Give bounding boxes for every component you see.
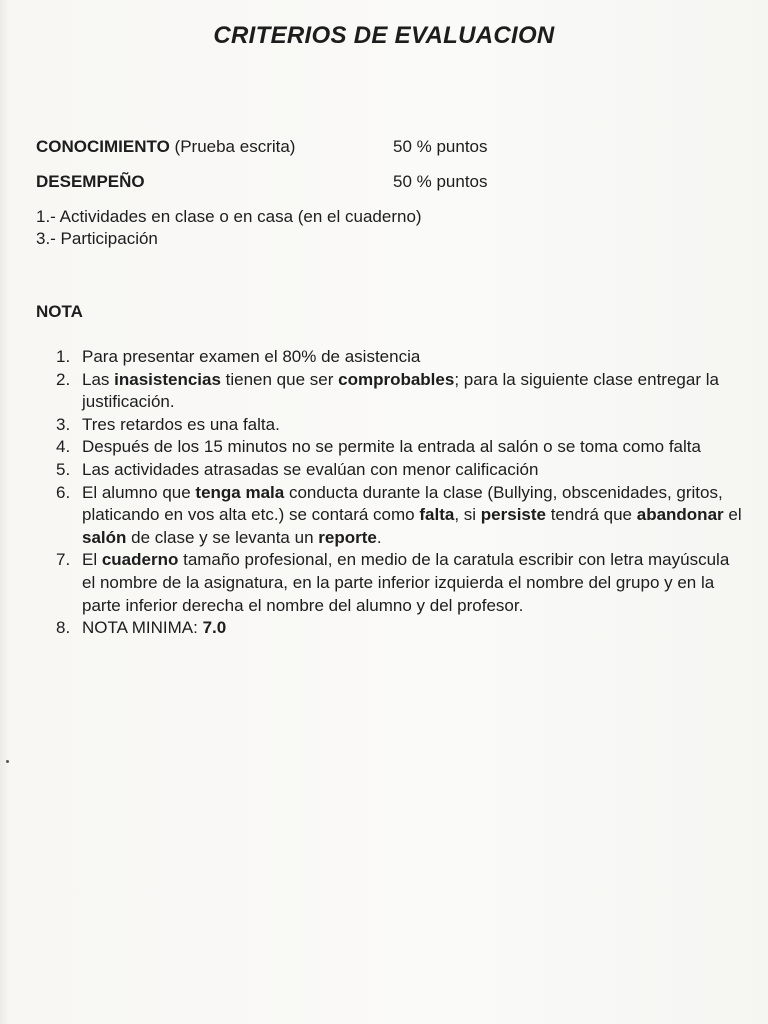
criterion-name: DESEMPEÑO (36, 172, 145, 191)
criterion-value: 50 % puntos (393, 137, 488, 156)
note-emphasis: salón (82, 527, 127, 547)
note-run: NOTA MINIMA: (82, 618, 203, 638)
note-item (56, 369, 742, 414)
note-emphasis: tenga mala (195, 482, 285, 502)
note-emphasis: cuaderno (101, 550, 179, 570)
note-text (82, 347, 420, 366)
note-text (82, 460, 538, 479)
note-number: 2. (56, 369, 71, 389)
activity-item: 1.- Actividades en clase o en casa (en el cuaderno) (36, 207, 422, 226)
note-text (82, 550, 729, 614)
note-number: 7. (56, 550, 71, 570)
criterion-desempeno (36, 172, 488, 192)
note-number: 4. (56, 437, 71, 457)
note-run: Tres retardos es una falta. (82, 414, 280, 434)
note-text (82, 415, 280, 434)
note-run: Las actividades atrasadas se evalúan con menor calificación (82, 459, 539, 479)
note-emphasis: comprobables (338, 369, 455, 389)
criterion-detail: (Prueba escrita) (169, 137, 296, 156)
criterion-conocimiento (36, 137, 488, 157)
note-emphasis: reporte (318, 527, 377, 547)
note-run: El alumno que (82, 482, 196, 502)
note-run: el (723, 505, 742, 525)
activities-list (36, 206, 422, 250)
note-emphasis: persiste (480, 505, 546, 525)
note-run: tamaño profesional, en medio de la caratula escribir con letra mayúscula el nombre de la asignatura, en la parte inferior izquierda el nombre del grupo y en la parte inferior derecha el nombre del alumno y del profesor. (82, 550, 730, 615)
note-number: 5. (56, 459, 71, 479)
criterion-value: 50 % puntos (393, 172, 488, 191)
note-run: Las (82, 369, 115, 389)
note-item (56, 436, 742, 459)
note-run: El (82, 550, 102, 570)
nota-heading: NOTA (36, 302, 83, 321)
note-run: tendrá que (545, 505, 637, 525)
note-run: Para presentar examen el 80% de asistencia (82, 347, 421, 366)
note-emphasis: falta (419, 505, 455, 525)
note-run: ; para la siguiente clase entregar la justificación. (82, 369, 719, 412)
note-item (56, 617, 742, 640)
note-run: de clase y se levanta un (126, 527, 319, 547)
note-run: Después de los 15 minutos no se permite la entrada al salón o se toma como falta (82, 437, 701, 457)
note-emphasis: 7.0 (202, 618, 227, 638)
note-number: 8. (56, 618, 71, 638)
note-number: 3. (56, 414, 71, 434)
note-item (56, 549, 742, 617)
activity-item: 3.- Participación (36, 229, 158, 248)
note-text (82, 618, 226, 637)
note-emphasis: abandonar (636, 505, 724, 525)
note-number: 1. (56, 347, 71, 366)
paper-speck (6, 760, 9, 763)
note-item (56, 459, 742, 482)
note-item (56, 346, 742, 369)
criterion-name: CONOCIMIENTO (36, 137, 170, 156)
notes-list (56, 346, 742, 640)
note-run: tienen que ser (220, 369, 339, 389)
note-item (56, 482, 742, 550)
note-text (82, 437, 701, 456)
note-text (82, 370, 719, 412)
note-run: . (376, 527, 382, 547)
note-number: 6. (56, 482, 71, 502)
note-emphasis: inasistencias (114, 369, 221, 389)
note-run: , si (454, 505, 481, 525)
note-text (82, 483, 742, 547)
note-run: conducta durante la clase (Bullying, obscenidades, gritos, platicando en vos alta etc.) se contará como (82, 482, 723, 525)
note-item (56, 414, 742, 437)
page-title: CRITERIOS DE EVALUACION (213, 22, 555, 49)
